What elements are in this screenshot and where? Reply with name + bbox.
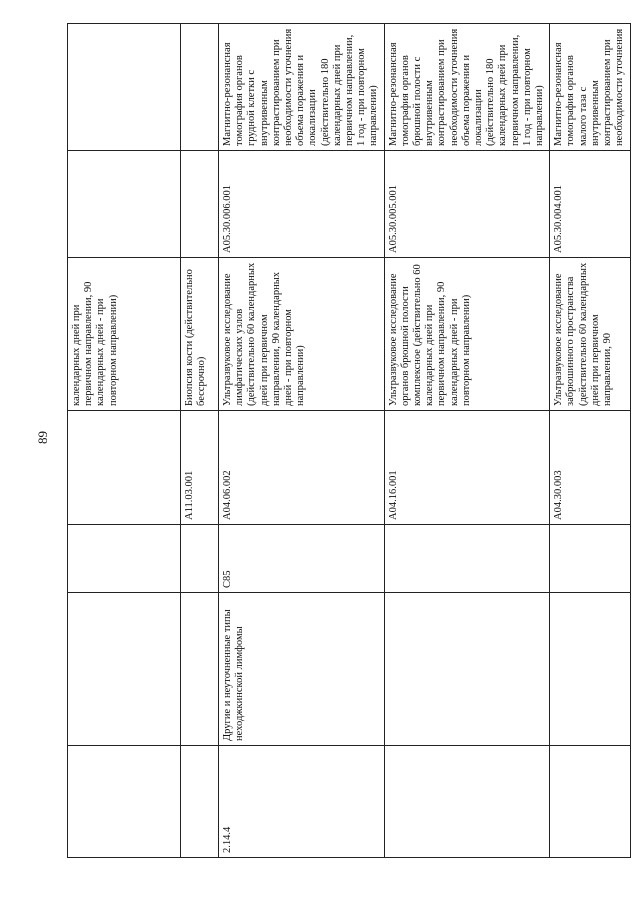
- row-number-cell: [550, 746, 630, 858]
- icd-code-cell: [384, 525, 550, 593]
- diagnosis-name-cell: [384, 593, 550, 746]
- row-number-cell: [384, 746, 550, 858]
- icd-code-cell: [550, 525, 630, 593]
- service-description-cell: Ультразвуковое исследование органов брюшной полости комплексное (действительно 60 календарных дней при первичном направлении, 90 календарных дней - при повторном направлении): [384, 258, 550, 411]
- service-description-cell: Биопсия кости (действительно бессрочно): [181, 258, 219, 411]
- service-code-cell: A04.16.001: [384, 411, 550, 525]
- service-description-cell: календарных дней при первичном направлении, 90 календарных дней - при повторном направлении): [68, 258, 181, 411]
- service-description-cell: Ультразвуковое исследование забрюшинного пространства (действительно 60 календарных дней при первичном направлении, 90: [550, 258, 630, 411]
- row-number-cell: [181, 746, 219, 858]
- mri-description-cell: Магнитно-резонансная томография органов брюшной полости с внутривенным контрастированием при необходимости уточнения объема поражения и локализации (действительно 180 календарных дней при первичном направлении, 1 год - при повторном направлении): [384, 24, 550, 151]
- table-row: [68, 24, 181, 858]
- table-row: [181, 24, 219, 858]
- service-code-cell: A11.03.001: [181, 411, 219, 525]
- mri-description-cell: [181, 24, 219, 151]
- icd-code-cell: [181, 525, 219, 593]
- mri-description-cell: Магнитно-резонансная томография органов грудной клетки с внутривенным контрастированием при необходимости уточнения объема поражения и локализации (действительно 180 календарных дней при первичном направлении, 1 год - при повторном направлении): [219, 24, 385, 151]
- page-number: 89: [35, 431, 50, 444]
- icd-code-cell: [68, 525, 181, 593]
- service-description-cell: Ультразвуковое исследование лимфатических узлов (действительно 60 календарных дней при первичном направлении, 90 календарных дней - при повторном направлении): [219, 258, 385, 411]
- service-code-cell: A04.06.002: [219, 411, 385, 525]
- mri-code-cell: [68, 151, 181, 258]
- mri-description-cell: Магнитно-резонансная томография органов малого таза с внутривенным контрастированием при необходимости уточнения: [550, 24, 630, 151]
- mri-description-cell: [68, 24, 181, 151]
- mri-code-cell: A05.30.005.001: [384, 151, 550, 258]
- table-row: [384, 24, 550, 858]
- mri-code-cell: A05.30.006.001: [219, 151, 385, 258]
- mri-code-cell: A05.30.004.001: [550, 151, 630, 258]
- diagnostics-table: [67, 23, 631, 858]
- row-number-cell: [68, 746, 181, 858]
- diagnosis-name-cell: [181, 593, 219, 746]
- diagnosis-name-cell: Другие и неуточненные типы неходжкинской лимфомы: [219, 593, 385, 746]
- service-code-cell: [68, 411, 181, 525]
- diagnosis-name-cell: [68, 593, 181, 746]
- service-code-cell: A04.30.003: [550, 411, 630, 525]
- table-row: [550, 24, 630, 858]
- mri-code-cell: [181, 151, 219, 258]
- row-number-cell: 2.14.4: [219, 746, 385, 858]
- icd-code-cell: C85: [219, 525, 385, 593]
- rotated-table-page: [67, 24, 626, 858]
- diagnosis-name-cell: [550, 593, 630, 746]
- table-row: [219, 24, 385, 858]
